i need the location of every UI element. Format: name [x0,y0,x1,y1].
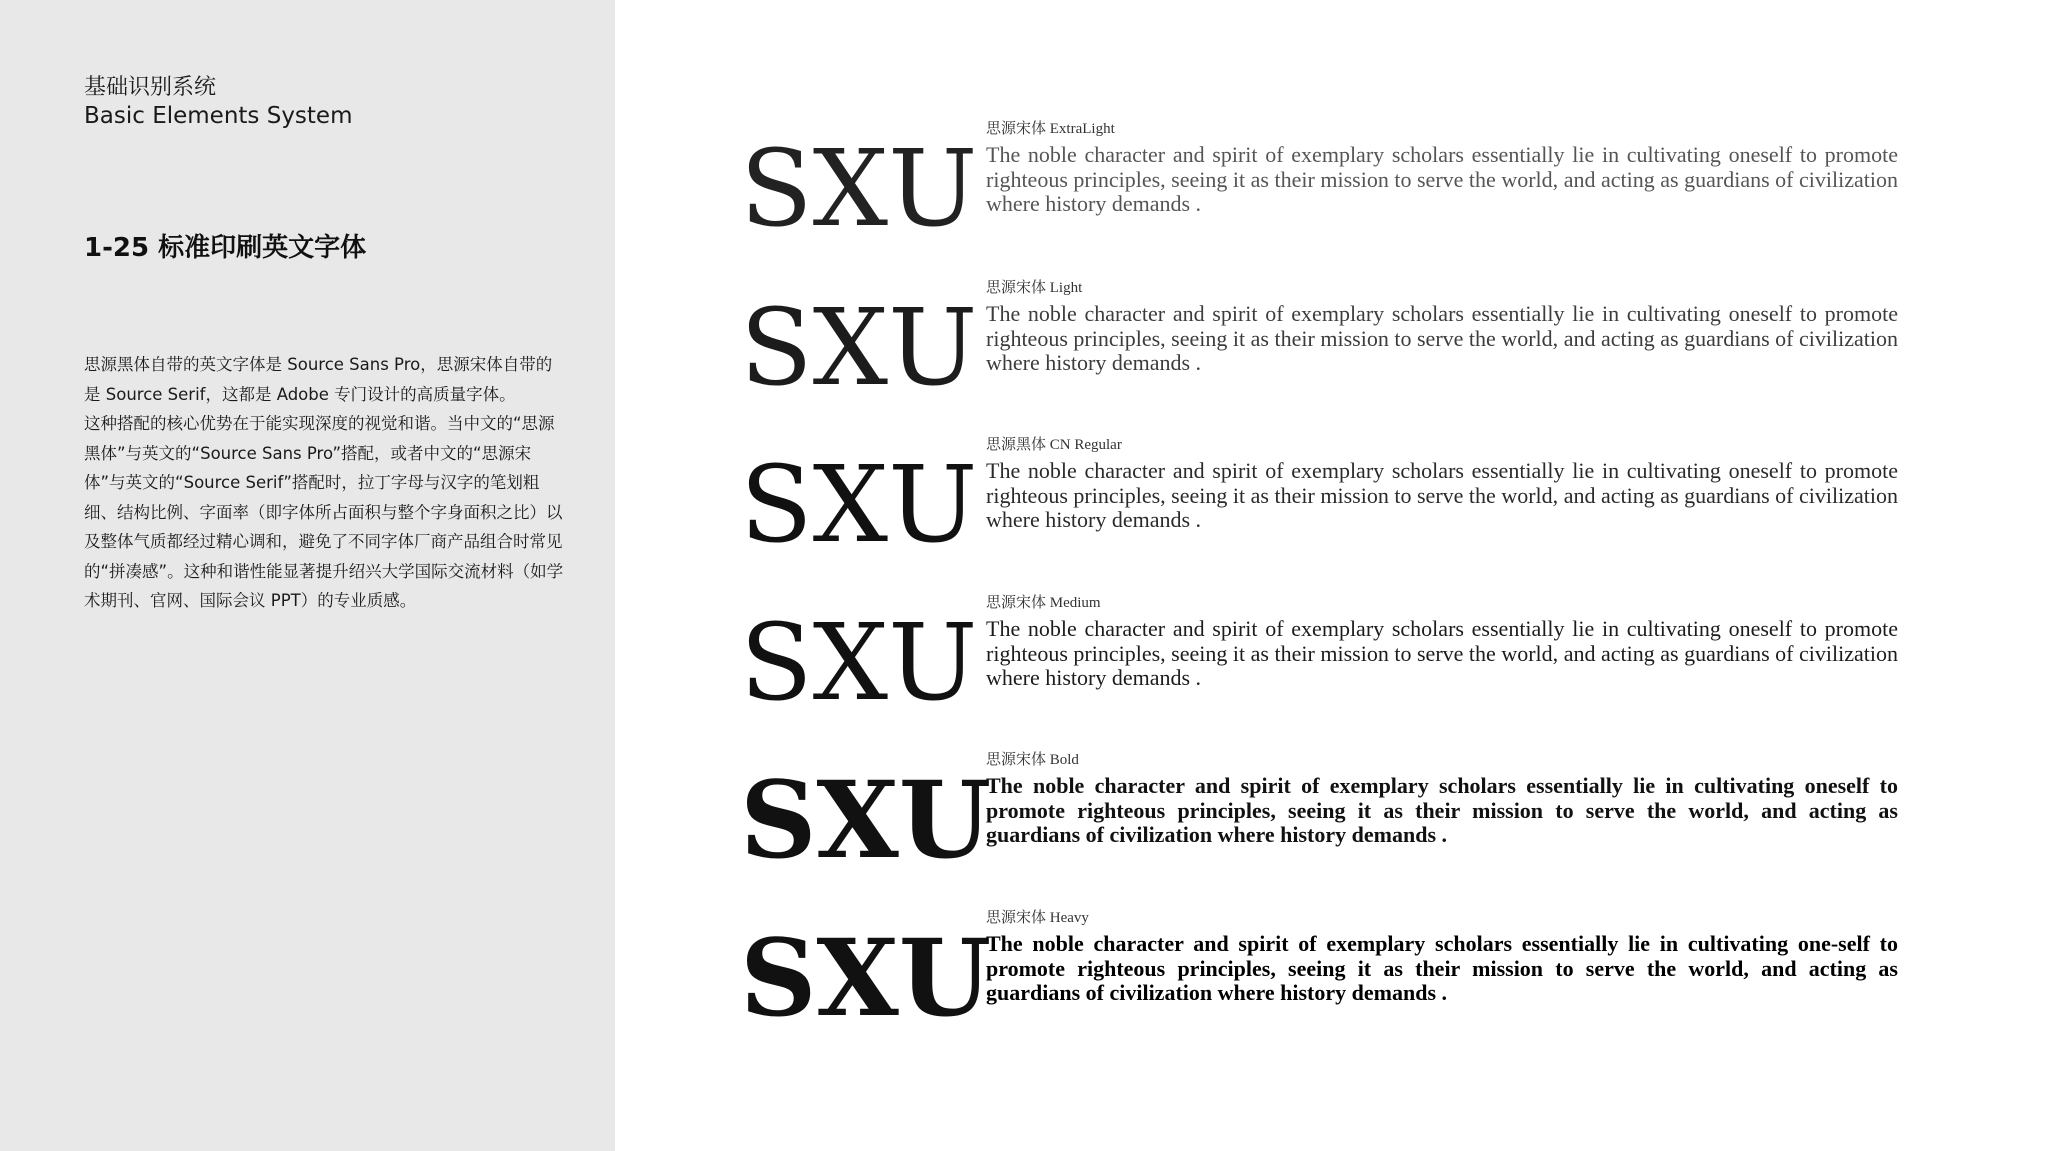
specimen-sample: SXU [740,286,978,409]
sidebar-panel [0,0,615,1151]
font-specimen-regular [740,437,1920,570]
font-specimen-heavy [740,910,1920,1043]
font-specimen-light [740,280,1920,413]
specimen-sample: SXU [740,601,978,724]
specimen-label: 思源宋体 Medium [986,595,1101,611]
specimen-body-text: The noble character and spirit of exemplary scholars essentially lie in cultivating oneself to promote righteous principles, seeing it as their mission to serve the world, and acting as guardians of civilization where history demands . [986,142,1898,216]
specimen-body-text: The noble character and spirit of exemplary scholars essentially lie in cultivating oneself to promote righteous principles, seeing it as their mission to serve the world, and acting as guardians of civilization where history demands . [986,616,1898,690]
specimen-sample: SXU [740,757,992,882]
specimen-body-text: The noble character and spirit of exemplary scholars essentially lie in cultivating oneself to promote righteous principles, seeing it as their mission to serve the world, and acting as guardians of civilization where history demands . [986,301,1898,375]
specimen-sample: SXU [740,915,992,1040]
description-text [84,350,564,616]
font-specimen-extralight [740,121,1920,254]
specimen-label: 思源宋体 ExtraLight [986,121,1115,137]
font-specimen-bold [740,752,1920,885]
section-title-en: Basic Elements System [84,103,353,129]
font-specimen-medium [740,595,1920,728]
specimen-body-text: The noble character and spirit of exemplary scholars essentially lie in cultivating oneself to promote righteous principles, seeing it as their mission to serve the world, and acting as guardians of civilization where history demands . [986,458,1898,532]
specimen-label: 思源宋体 Heavy [986,910,1089,926]
specimen-body-text: The noble character and spirit of exemplary scholars essentially lie in cultivating oneself to promote righteous principles, seeing it as their mission to serve the world, and acting as guardians of civilization where history demands . [986,773,1898,847]
page-heading: 1-25 标准印刷英文字体 [84,233,367,263]
specimen-sample: SXU [740,443,978,566]
specimen-sample: SXU [740,127,978,250]
specimen-label: 思源宋体 Bold [986,752,1079,768]
specimen-label: 思源黑体 CN Regular [986,437,1122,453]
specimen-label: 思源宋体 Light [986,280,1083,296]
specimen-body-text: The noble character and spirit of exemplary scholars essentially lie in cultivating one-self to promote righteous principles, seeing it as their mission to serve the world, and acting as guardians of civilization where history demands . [986,931,1898,1005]
description-paragraph: 这种搭配的核心优势在于能实现深度的视觉和谐。当中文的“思源黑体”与英文的“Source Sans Pro”搭配，或者中文的“思源宋体”与英文的“Source Serif”搭配时，拉丁字母与汉字的笔划粗细、结构比例、字面率（即字体所占面积与整个字身面积之比）以及整体气质都经过精心调和，避免了不同字体厂商产品组合时常见的“拼凑感”。这种和谐性能显著提升绍兴大学国际交流材料（如学术期刊、官网、国际会议 PPT）的专业质感。 [84,414,564,610]
description-paragraph: 思源黑体自带的英文字体是 Source Sans Pro，思源宋体自带的是 Source Serif，这都是 Adobe 专门设计的高质量字体。 [84,355,553,404]
section-title-cn: 基础识别系统 [84,75,217,100]
